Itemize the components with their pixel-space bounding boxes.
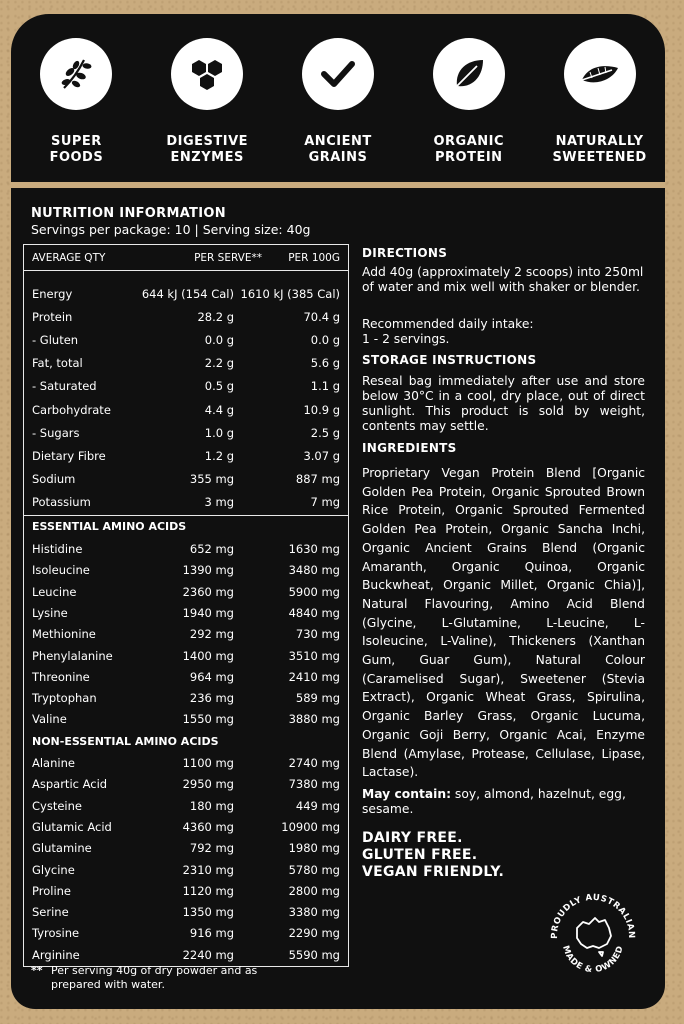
ingredients-text: Proprietary Vegan Protein Blend [Organic Golden Pea Protein, Organic Sprouted Brown Rice Protein, Organic Sprouted Fermented Golden Pea Protein, Organic Sancha Inchi, Organic Ancient Grains Blend (Organic Amaranth, Organic Quinoa, Organic Buckwheat, Organic Millet, Organic Chia)], Natural Flavouring, Amino Acid Blend (Glycine, L-Glutamine, L-Leucine, L-Isoleucine, L-Valine), Thickeners (Xanthan Gum, Guar Gum), Natural Colour (Caramelised Sugar), Sweetener (Stevia Extract), Organic Wheat Grass, Spirulina, Organic Barley Grass, Organic Lucuma, Organic Goji Berry, Organic Acai, Enzyme Blend (Amylase, Protease, Cellulase, Lipase, Lactase). (362, 466, 645, 780)
nutrient-name: Carbohydrate (32, 402, 111, 417)
serving-info: Servings per package: 10 | Serving size: 40g (31, 222, 311, 237)
per-serve-value: 28.2 g (197, 310, 234, 325)
directions-text: Add 40g (approximately 2 scoops) into 250ml of water and mix well with shaker or blender. (362, 265, 644, 294)
checkmark-icon (302, 38, 374, 110)
table-row (32, 709, 340, 729)
per-serve-value: 4360 mg (182, 819, 234, 834)
benefit-label: ANCIENT GRAINS (304, 134, 372, 165)
per-serve-value: 2360 mg (182, 584, 234, 599)
per-serve-value: 1550 mg (182, 712, 234, 727)
nutrient-name: - Gluten (32, 333, 79, 348)
ingredients-title: INGREDIENTS (362, 441, 457, 455)
nutrient-name: Protein (32, 310, 73, 325)
herb-icon (40, 38, 112, 110)
per-serve-value: 1390 mg (182, 563, 234, 578)
per-100g-value: 5900 mg (288, 584, 340, 599)
nutrient-name: Lysine (32, 605, 68, 620)
claims (362, 830, 645, 881)
per-serve-value: 180 mg (189, 798, 234, 813)
nutrient-name: Alanine (32, 756, 75, 770)
per-serve-value: 2240 mg (182, 947, 234, 962)
table-row (32, 753, 340, 773)
per-serve-value: 236 mg (189, 691, 234, 706)
nutrition-table (23, 244, 349, 967)
per-serve-value: 1100 mg (182, 756, 234, 770)
per-100g-value: 10900 mg (281, 819, 340, 834)
per-serve-value: 1120 mg (182, 883, 234, 898)
nutrient-name: - Sugars (32, 425, 80, 440)
benefit-naturally-sweetened (541, 38, 659, 166)
table-row (32, 881, 340, 901)
per-serve-value: 644 kJ (154 Cal) (141, 287, 234, 301)
per-100g-value: 0.0 g (310, 333, 340, 348)
nutrient-name: Isoleucine (32, 563, 90, 578)
nutrient-name: Energy (32, 287, 73, 301)
per-100g-value: 5590 mg (288, 947, 340, 962)
per-serve-value: 1.0 g (204, 425, 234, 440)
table-row (32, 284, 340, 304)
table-row (32, 400, 340, 420)
svg-text:PROUDLY AUSTRALIAN (550, 893, 636, 939)
table-row (32, 423, 340, 443)
per-100g-value: 1.1 g (310, 379, 340, 394)
per-serve-value: 292 mg (189, 627, 234, 642)
nutrient-name: Potassium (32, 494, 91, 509)
may-contain (362, 787, 645, 817)
table-row (32, 838, 340, 858)
per-serve-value: 1940 mg (182, 605, 234, 620)
per-100g-value: 7380 mg (288, 777, 340, 792)
nutrient-name: Leucine (32, 584, 77, 599)
claim-gluten-free: GLUTEN FREE. (362, 847, 478, 863)
badge-top-text: PROUDLY AUSTRALIAN (549, 892, 637, 939)
nutrient-name: - Saturated (32, 379, 97, 394)
per-100g-value: 730 mg (295, 627, 340, 642)
per-serve-value: 1350 mg (182, 905, 234, 920)
may-contain-label: May contain: (362, 787, 452, 801)
per-100g-value: 887 mg (295, 471, 340, 486)
per-100g-value: 5.6 g (310, 356, 340, 371)
nutrient-name: Tryptophan (32, 691, 97, 706)
nutrient-name: Glutamine (32, 841, 92, 856)
header-avg-qty: AVERAGE QTY (32, 252, 106, 264)
per-serve-value: 964 mg (189, 669, 234, 684)
per-serve-value: 916 mg (189, 926, 234, 941)
per-serve-value: 652 mg (189, 542, 234, 556)
benefit-label: NATURALLY SWEETENED (552, 134, 647, 165)
per-100g-value: 3380 mg (288, 905, 340, 920)
footnote-mark: ** (31, 964, 43, 977)
per-100g-value: 4840 mg (288, 605, 340, 620)
nutrient-name: Tyrosine (32, 926, 80, 941)
intake-label: Recommended daily intake: (362, 317, 534, 331)
header-per-serve: PER SERVE** (194, 252, 262, 264)
nutrient-name: Histidine (32, 542, 83, 556)
table-row (32, 774, 340, 794)
may-contain-value: soy, almond, hazelnut, egg, sesame. (362, 787, 626, 816)
per-100g-value: 1980 mg (288, 841, 340, 856)
table-row (32, 307, 340, 327)
benefit-organic-protein (410, 38, 528, 166)
per-100g-value: 7 mg (310, 494, 340, 509)
per-serve-value: 792 mg (189, 841, 234, 856)
per-100g-value: 1610 kJ (385 Cal) (240, 287, 340, 301)
per-serve-value: 0.0 g (204, 333, 234, 348)
table-row (32, 330, 340, 350)
table-header (32, 248, 340, 268)
table-row (32, 796, 340, 816)
table-row (32, 582, 340, 602)
table-row (32, 646, 340, 666)
table-row (32, 492, 340, 512)
nutrient-name: Fat, total (32, 356, 83, 371)
directions-title: DIRECTIONS (362, 246, 448, 260)
nutrient-name: Proline (32, 883, 71, 898)
per-serve-value: 2950 mg (182, 777, 234, 792)
nutrient-name: Arginine (32, 947, 80, 962)
claim-vegan-friendly: VEGAN FRIENDLY. (362, 864, 505, 880)
table-row (32, 667, 340, 687)
proudly-australian-badge (543, 886, 643, 986)
nutrient-name: Methionine (32, 627, 96, 642)
intake-value: 1 - 2 servings. (362, 332, 450, 346)
table-row (32, 539, 340, 559)
table-row (32, 945, 340, 965)
per-serve-value: 2.2 g (204, 356, 234, 371)
nutrient-name: Dietary Fibre (32, 448, 106, 463)
per-100g-value: 5780 mg (288, 862, 340, 877)
per-100g-value: 3510 mg (288, 648, 340, 663)
per-100g-value: 589 mg (295, 691, 340, 706)
benefit-label: SUPER FOODS (49, 134, 104, 165)
nutrient-name: Cysteine (32, 798, 82, 813)
storage-title: STORAGE INSTRUCTIONS (362, 353, 537, 367)
table-row (32, 860, 340, 880)
table-row (32, 603, 340, 623)
per-100g-value: 1630 mg (288, 542, 340, 556)
per-100g-value: 2800 mg (288, 883, 340, 898)
label-panel (11, 14, 665, 1009)
per-serve-value: 355 mg (189, 471, 234, 486)
nutrient-name: Serine (32, 905, 69, 920)
per-100g-value: 2410 mg (288, 669, 340, 684)
footnote-text: Per serving 40g of dry powder and as prepared with water. (51, 964, 258, 991)
per-100g-value: 2290 mg (288, 926, 340, 941)
per-serve-value: 0.5 g (204, 379, 234, 394)
badge-bottom-text: MADE & OWNED (560, 944, 626, 976)
table-row (32, 817, 340, 837)
benefit-ancient-grains (279, 38, 397, 166)
essential-title: ESSENTIAL AMINO ACIDS (32, 520, 187, 533)
honeycomb-icon (171, 38, 243, 110)
per-100g-value: 3880 mg (288, 712, 340, 727)
table-row (32, 560, 340, 580)
per-serve-value: 4.4 g (204, 402, 234, 417)
leaf-icon (433, 38, 505, 110)
table-row (32, 624, 340, 644)
nutrient-name: Aspartic Acid (32, 777, 108, 792)
section-divider (24, 515, 348, 516)
nutrient-name: Sodium (32, 471, 76, 486)
benefit-digestive-enzymes (148, 38, 266, 166)
footnote (31, 964, 301, 992)
stevia-leaf-icon (564, 38, 636, 110)
per-100g-value: 3480 mg (288, 563, 340, 578)
nutrient-name: Threonine (32, 669, 90, 684)
per-100g-value: 10.9 g (303, 402, 340, 417)
table-row (32, 446, 340, 466)
per-serve-value: 1400 mg (182, 648, 234, 663)
table-row (32, 353, 340, 373)
benefits-bar (11, 14, 665, 182)
table-row (32, 469, 340, 489)
svg-text:MADE & OWNED (560, 944, 626, 975)
per-serve-value: 2310 mg (182, 862, 234, 877)
header-divider (24, 270, 348, 271)
per-100g-value: 70.4 g (303, 310, 340, 325)
header-per-100g: PER 100G (288, 252, 340, 264)
storage-text: Reseal bag immediately after use and store below 30°C in a cool, dry place, out of direct sunlight. This product is sold by weight, contents may settle. (362, 374, 645, 433)
divider-band (11, 182, 665, 188)
nutrient-name: Glycine (32, 862, 75, 877)
benefit-label: ORGANIC PROTEIN (433, 134, 505, 165)
nonessential-title: NON-ESSENTIAL AMINO ACIDS (32, 735, 219, 748)
nutrient-name: Valine (32, 712, 67, 727)
benefit-label: DIGESTIVE ENZYMES (166, 134, 249, 165)
benefit-super-foods (17, 38, 135, 166)
table-row (32, 923, 340, 943)
per-100g-value: 449 mg (295, 798, 340, 813)
per-serve-value: 1.2 g (204, 448, 234, 463)
per-100g-value: 3.07 g (303, 448, 340, 463)
australia-map-icon (577, 918, 611, 956)
per-100g-value: 2740 mg (288, 756, 340, 770)
nutrient-name: Phenylalanine (32, 648, 113, 663)
nutrient-name: Glutamic Acid (32, 819, 112, 834)
per-serve-value: 3 mg (204, 494, 234, 509)
table-row (32, 376, 340, 396)
table-row (32, 902, 340, 922)
nutrition-title: NUTRITION INFORMATION (31, 206, 226, 221)
claim-dairy-free: DAIRY FREE. (362, 830, 463, 846)
table-row (32, 688, 340, 708)
per-100g-value: 2.5 g (310, 425, 340, 440)
